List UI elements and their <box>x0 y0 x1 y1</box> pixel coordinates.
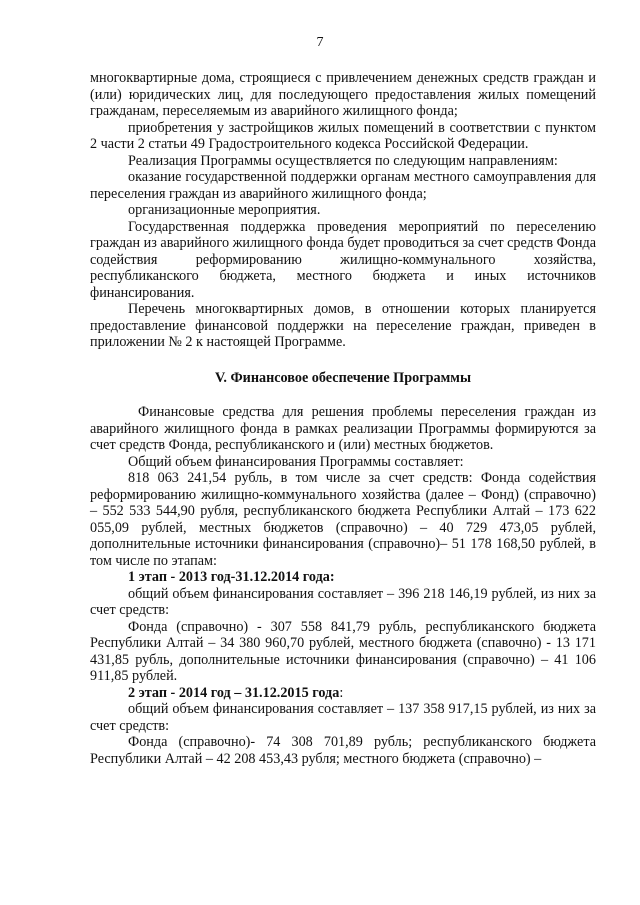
stage2-title-suffix: : <box>339 684 344 701</box>
stage2-title-line <box>90 685 596 702</box>
section-heading: V. Финансовое обеспечение Программы <box>214 369 472 386</box>
paragraph: многоквартирные дома, строящиеся с привлечением денежных средств граждан и (или) юридических лиц, для последующего предоставления жилых помещений гражданам, переселяемым из аварийного жилищного фонда; <box>90 70 596 119</box>
stage1-title: 1 этап - 2013 год-31.12.2014 года: <box>128 569 335 585</box>
section-intro: Финансовые средства для решения проблемы переселения граждан из аварийного жилищного фонда в рамках реализации Программы формируются за счет средств Фонда, республиканского и (или) местных бюджетов. <box>90 404 596 453</box>
paragraph: Перечень многоквартирных домов, в отношении которых планируется предоставление финансовой поддержки на переселение граждан, приведен в приложении № 2 к настоящей Программе. <box>90 301 596 350</box>
total-funding: 818 063 241,54 рубль, в том числе за счет средств: Фонда содействия реформированию жилищно-коммунального хозяйства (далее – Фонд) (справочно) – 552 533 544,90 рубля, республиканского бюджета Республики Алтай – 173 622 055,09 рублей, местных бюджетов (справочно) – 40 729 473,05 рублей, дополнительные источники финансирования (справочно)– 51 178 168,50 рублей, в том числе по этапам: <box>90 470 596 569</box>
stage2-sources: Фонда (справочно)- 74 308 701,89 рубль; республиканского бюджета Республики Алтай – 42 208 453,43 рубля; местного бюджета (справочно) – <box>90 734 596 767</box>
total-label: Общий объем финансирования Программы составляет: <box>128 453 464 470</box>
stage1-total: общий объем финансирования составляет – 396 218 146,19 рублей, из них за счет средств: <box>90 585 596 618</box>
page-number: 7 <box>316 35 324 50</box>
paragraph: оказание государственной поддержки органам местного самоуправления для переселения граждан из аварийного жилищного фонда; <box>90 169 596 202</box>
document-body <box>90 70 596 767</box>
stage2-total: общий объем финансирования составляет – 137 358 917,15 рублей, из них за счет средств: <box>90 701 596 734</box>
paragraph: Государственная поддержка проведения мероприятий по переселению граждан из аварийного жилищного фонда будет проводиться за счет средств Фонда содействия реформированию жилищно-коммунального хозяйства, республиканского бюджета, местного бюджета и иных источников финансирования. <box>90 218 596 301</box>
paragraph: Реализация Программы осуществляется по следующим направлениям: <box>128 152 558 169</box>
paragraph: приобретения у застройщиков жилых помещений в соответствии с пунктом 2 части 2 статьи 49 Градостроительного кодекса Российской Федерации. <box>90 119 596 152</box>
stage1-sources: Фонда (справочно) - 307 558 841,79 рубль, республиканского бюджета Республики Алтай – 34 380 960,70 рублей, местного бюджета (спавочно) - 13 171 431,85 рубль, дополнительные источники финансирования (справочно) – 41 106 911,85 рублей. <box>90 618 596 684</box>
paragraph: организационные мероприятия. <box>128 202 321 218</box>
stage2-title: 2 этап - 2014 год – 31.12.2015 года <box>128 684 340 701</box>
